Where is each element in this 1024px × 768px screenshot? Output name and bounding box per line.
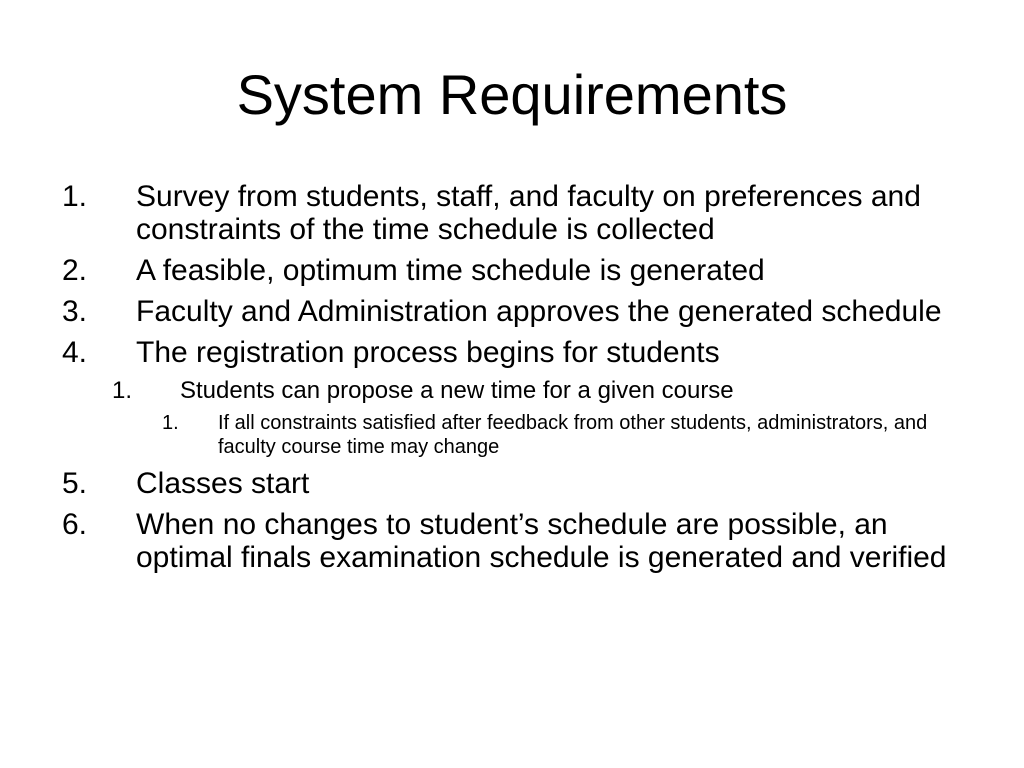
item-number: 1. [112, 377, 133, 404]
list-item [0, 508, 1024, 582]
list-item [0, 180, 1024, 254]
list-item [0, 254, 1024, 295]
item-number: 3. [62, 295, 88, 328]
item-text: Students can propose a new time for a given course [180, 377, 734, 404]
item-number: 1. [162, 412, 179, 434]
item-text: The registration process begins for students [136, 336, 720, 369]
list-item [0, 295, 1024, 336]
item-number: 4. [62, 336, 88, 369]
list-item [0, 336, 1024, 377]
sub-list-item [0, 377, 1024, 411]
item-number: 6. [62, 508, 88, 541]
sub-sub-list-item [0, 411, 1024, 467]
item-text: A feasible, optimum time schedule is generated [136, 254, 765, 287]
item-text: Survey from students, staff, and faculty on preferences and constraints of the time schedule is collected [136, 180, 921, 246]
list-item [0, 467, 1024, 508]
item-number: 1. [62, 180, 88, 213]
item-text: Classes start [136, 467, 310, 500]
item-text: If all constraints satisfied after feedback from other students, administrators, and faculty course time may change [218, 412, 928, 458]
item-text: When no changes to student’s schedule are possible, an optimal finals examination schedule is generated and verified [136, 508, 947, 574]
item-text: Faculty and Administration approves the generated schedule [136, 295, 942, 328]
item-number: 5. [62, 467, 88, 500]
slide-title: System Requirements [236, 63, 788, 126]
item-number: 2. [62, 254, 88, 287]
requirements-list [0, 180, 1024, 582]
